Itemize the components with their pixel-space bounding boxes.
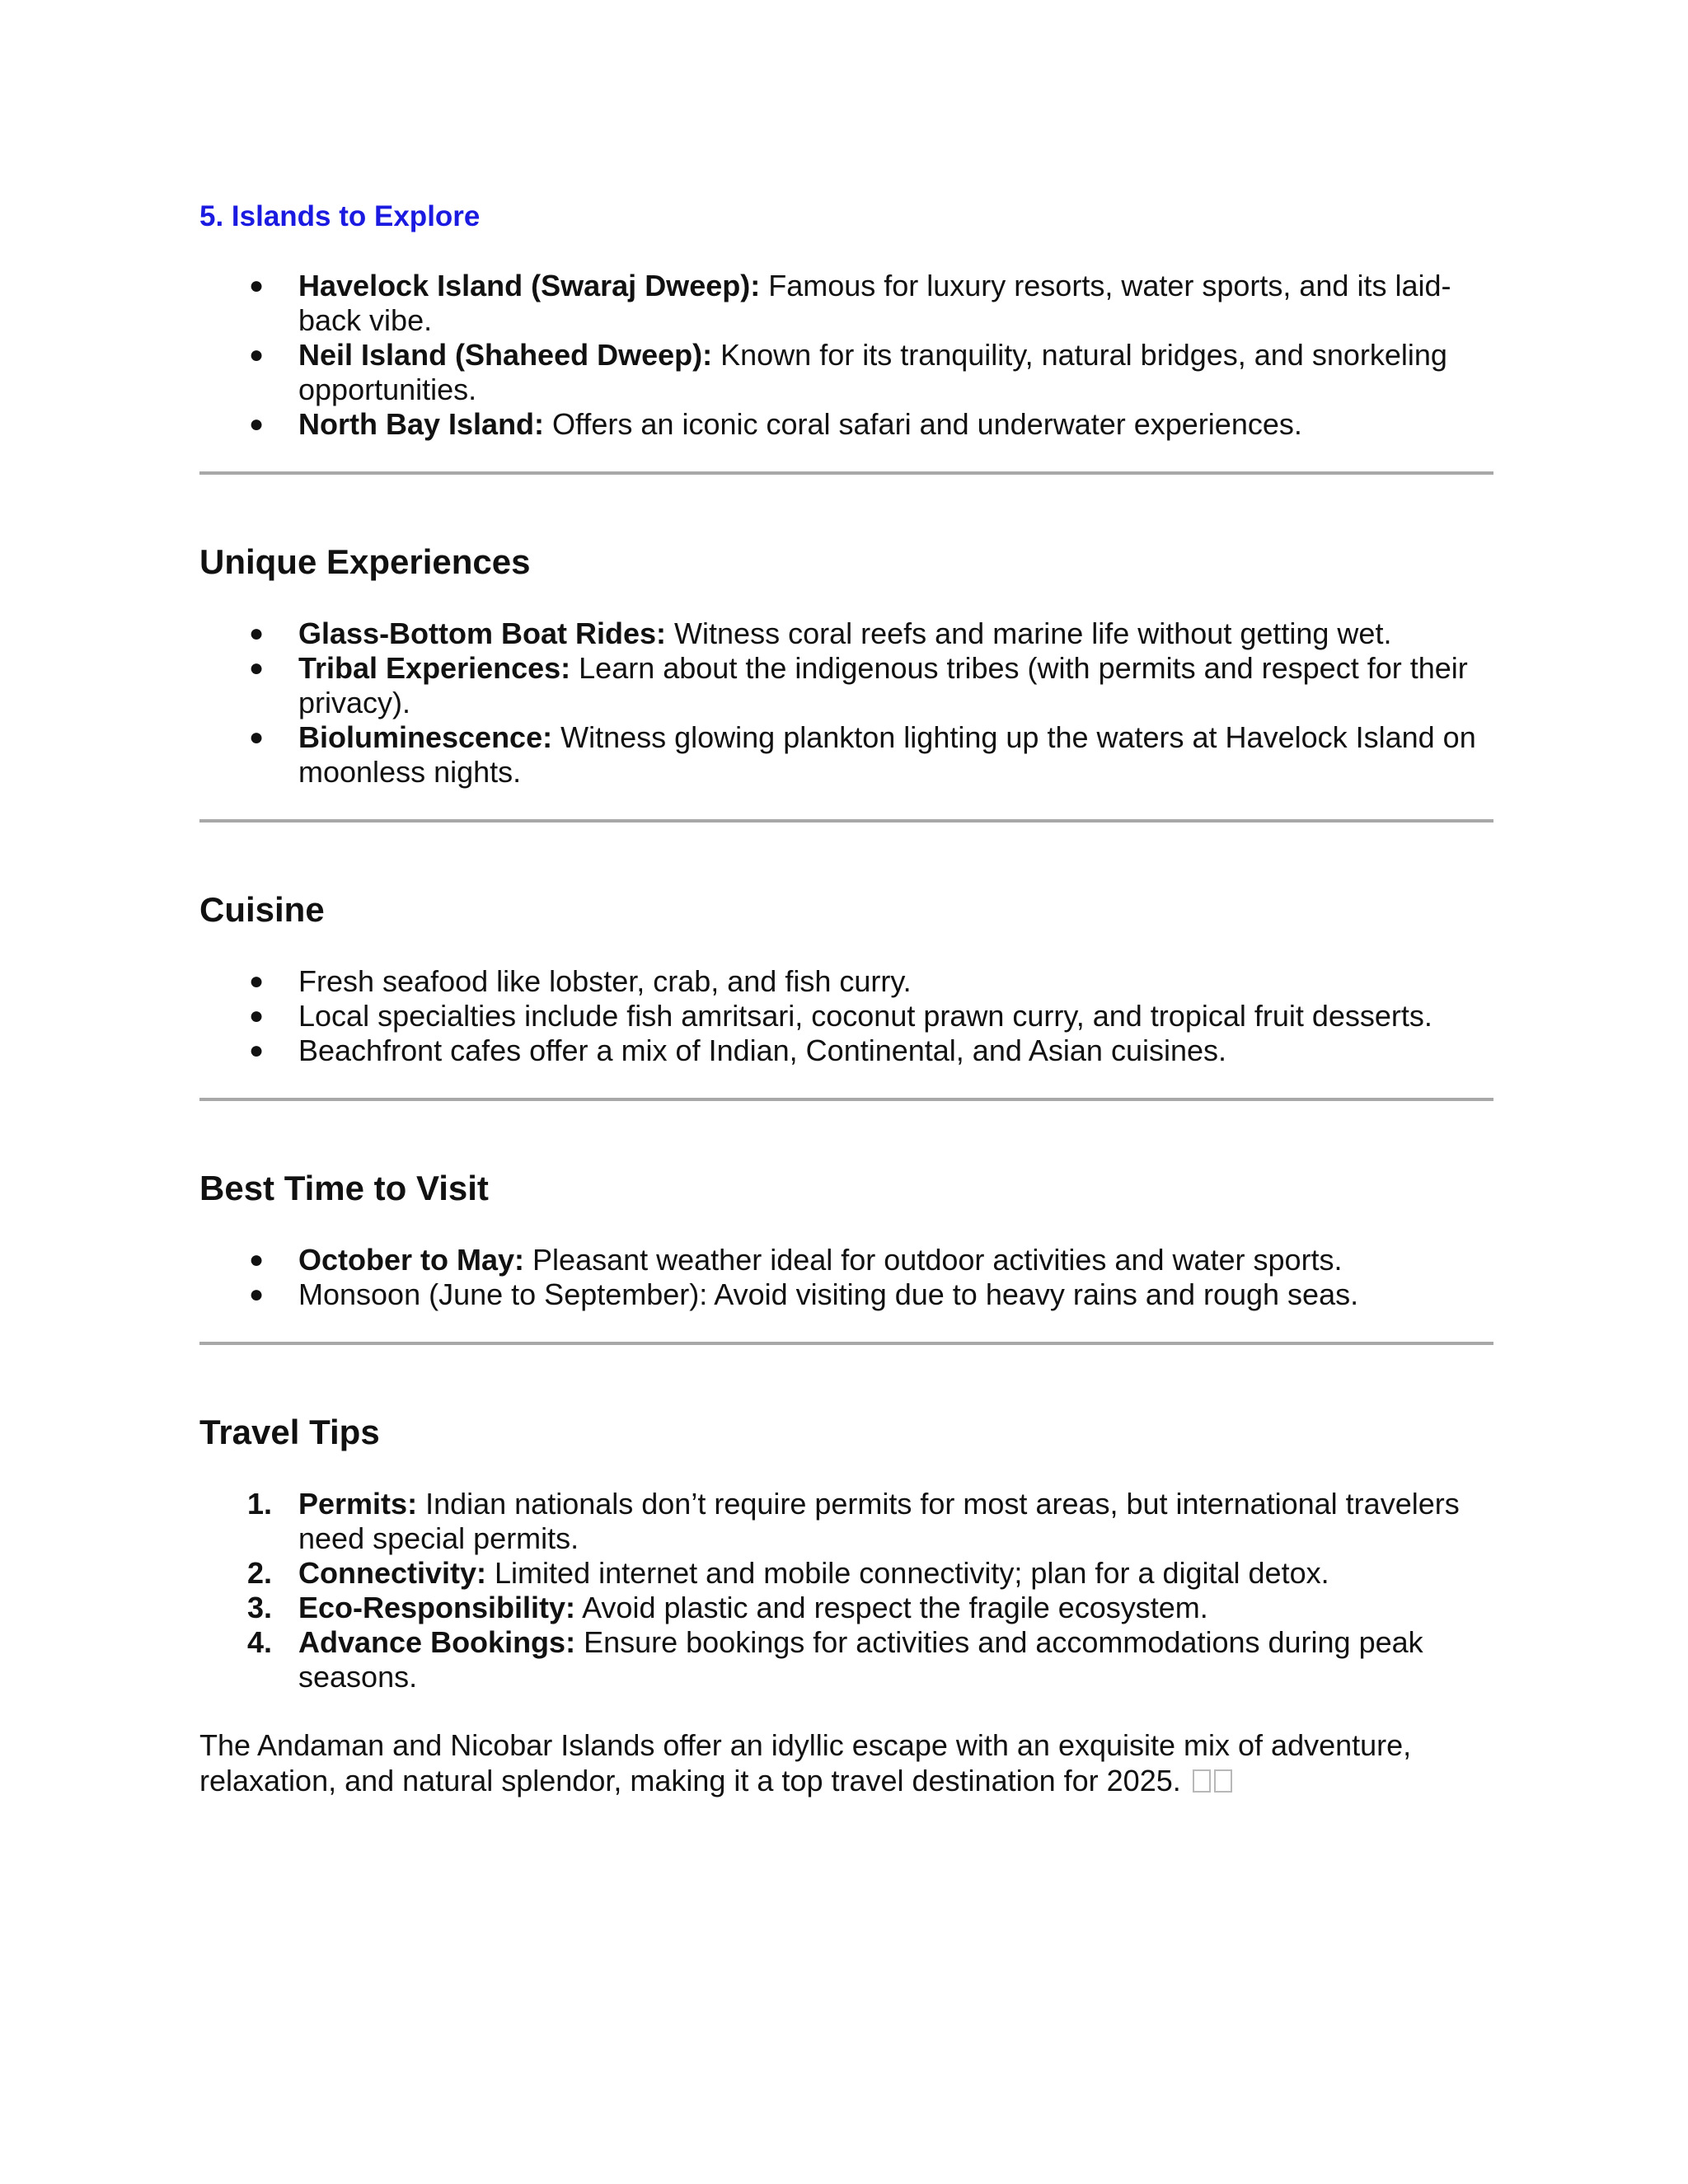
closing-text: The Andaman and Nicobar Islands offer an idyllic escape with an exquisite mix of adventure, relaxation, and natural splendor, making it a top travel destination for 2025. <box>199 1728 1412 1797</box>
bullet-icon: ● <box>249 968 265 995</box>
unique-heading: Unique Experiences <box>199 542 531 581</box>
section-travel-tips <box>199 1409 1493 1694</box>
list-item <box>199 720 1493 790</box>
item-label: Havelock Island (Swaraj Dweep): <box>298 269 761 302</box>
bullet-icon: ● <box>249 410 265 438</box>
list-item <box>199 338 1493 407</box>
islands-heading: 5. Islands to Explore <box>199 200 481 232</box>
tips-list <box>199 1487 1493 1694</box>
item-text: Fresh seafood like lobster, crab, and fish curry. <box>298 964 912 998</box>
best-time-list <box>199 1243 1493 1312</box>
list-item <box>199 1487 1493 1556</box>
list-item <box>199 407 1493 442</box>
bullet-icon: ● <box>249 620 265 647</box>
unique-list <box>199 616 1493 790</box>
item-text: Witness coral reefs and marine life without getting wet. <box>666 616 1392 650</box>
list-item <box>199 964 1493 999</box>
item-text: Ensure bookings for activities and accommodations during peak seasons. <box>298 1625 1423 1694</box>
item-label: Neil Island (Shaheed Dweep): <box>298 338 713 372</box>
list-item <box>199 999 1493 1033</box>
section-unique-experiences <box>199 539 1493 823</box>
list-item <box>199 1277 1493 1312</box>
list-item <box>199 1625 1493 1694</box>
section-cuisine <box>199 887 1493 1101</box>
item-label: Permits: <box>298 1487 418 1521</box>
list-item <box>199 616 1493 651</box>
item-text: Indian nationals don’t require permits for most areas, but international travelers need special permits. <box>298 1487 1460 1555</box>
missing-glyph-icon <box>1193 1769 1211 1793</box>
item-number: 1. <box>247 1487 273 1521</box>
item-number: 3. <box>247 1591 273 1624</box>
item-text: Pleasant weather ideal for outdoor activities and water sports. <box>524 1243 1343 1277</box>
bullet-icon: ● <box>249 654 265 682</box>
cuisine-heading: Cuisine <box>199 890 325 929</box>
item-text: Witness glowing plankton lighting up the waters at Havelock Island on moonless nights. <box>298 720 1476 789</box>
tips-heading: Travel Tips <box>199 1413 380 1451</box>
bullet-icon: ● <box>249 724 265 751</box>
item-label: Tribal Experiences: <box>298 651 571 685</box>
item-label: October to May: <box>298 1243 525 1277</box>
closing-paragraph <box>199 1727 1493 1798</box>
item-text: Limited internet and mobile connectivity; plan for a digital detox. <box>486 1556 1329 1590</box>
bullet-icon: ● <box>249 1037 265 1064</box>
list-item <box>199 1243 1493 1277</box>
list-item <box>199 1591 1493 1625</box>
item-text: Local specialties include fish amritsari, coconut prawn curry, and tropical fruit desserts. <box>298 999 1432 1033</box>
bullet-icon: ● <box>249 1002 265 1029</box>
item-label: Eco-Responsibility: <box>298 1591 576 1624</box>
section-best-time <box>199 1165 1493 1345</box>
item-text: Beachfront cafes offer a mix of Indian, Continental, and Asian cuisines. <box>298 1033 1227 1067</box>
bullet-icon: ● <box>249 272 265 299</box>
missing-glyph-icon <box>1214 1769 1232 1793</box>
islands-list <box>199 269 1493 442</box>
bullet-icon: ● <box>249 341 265 368</box>
item-number: 4. <box>247 1625 273 1659</box>
cuisine-list <box>199 964 1493 1068</box>
item-text: Monsoon (June to September): Avoid visiting due to heavy rains and rough seas. <box>298 1277 1359 1311</box>
item-label: Advance Bookings: <box>298 1625 576 1659</box>
item-text: Learn about the indigenous tribes (with permits and respect for their privacy). <box>298 651 1468 719</box>
item-text: Famous for luxury resorts, water sports, and its laid-back vibe. <box>298 269 1451 337</box>
item-label: Glass-Bottom Boat Rides: <box>298 616 667 650</box>
bullet-icon: ● <box>249 1246 265 1273</box>
bullet-icon: ● <box>249 1281 265 1308</box>
section-islands <box>199 196 1493 475</box>
best-time-heading: Best Time to Visit <box>199 1169 489 1207</box>
item-text: Known for its tranquility, natural bridges, and snorkeling opportunities. <box>298 338 1447 406</box>
list-item <box>199 269 1493 338</box>
item-number: 2. <box>247 1556 273 1590</box>
item-text: Offers an iconic coral safari and underwater experiences. <box>544 407 1302 441</box>
item-label: Bioluminescence: <box>298 720 553 754</box>
document-page <box>199 196 1493 1798</box>
item-text: Avoid plastic and respect the fragile ecosystem. <box>575 1591 1208 1624</box>
item-label: North Bay Island: <box>298 407 545 441</box>
list-item <box>199 651 1493 720</box>
list-item <box>199 1556 1493 1591</box>
list-item <box>199 1033 1493 1068</box>
item-label: Connectivity: <box>298 1556 487 1590</box>
